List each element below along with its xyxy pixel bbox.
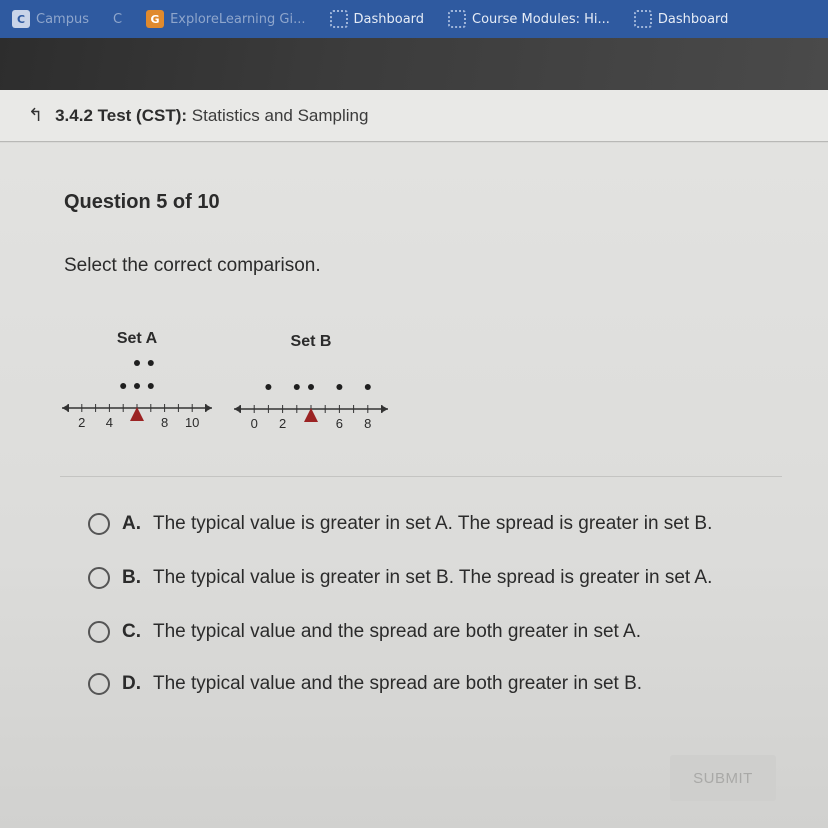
bookmark-label: Campus — [36, 11, 89, 27]
data-point — [308, 384, 314, 390]
option-c[interactable] — [88, 621, 641, 643]
bookmark-label: Course Modules: Hi... — [472, 11, 610, 27]
data-point — [148, 383, 154, 389]
tick-label: 0 — [250, 416, 258, 431]
option-b[interactable] — [88, 567, 712, 589]
ring-icon — [634, 10, 652, 28]
data-point — [294, 384, 300, 390]
option-text: The typical value is greater in set B. The spread is greater in set A. — [153, 567, 713, 588]
ring-icon — [448, 10, 466, 28]
data-point — [134, 360, 140, 366]
bookmark-label: Dashboard — [353, 11, 425, 27]
tick-label: 2 — [78, 415, 86, 430]
radio-button-a[interactable] — [88, 513, 110, 535]
radio-button-b[interactable] — [88, 567, 110, 589]
radio-button-d[interactable] — [88, 673, 110, 695]
data-point — [265, 384, 271, 390]
option-text: The typical value is greater in set A. The spread is greater in set B. — [153, 513, 713, 534]
option-text: The typical value and the spread are both greater in set A. — [153, 621, 641, 642]
option-letter: A. — [122, 513, 141, 534]
balance-point-marker — [130, 407, 144, 421]
option-a[interactable] — [88, 513, 712, 535]
question-prompt: Select the correct comparison. — [64, 255, 321, 276]
tick-label: 8 — [160, 415, 169, 430]
option-d[interactable] — [88, 673, 642, 695]
tick-label: 10 — [184, 415, 200, 430]
tick-label: 8 — [364, 416, 372, 431]
test-title — [55, 106, 368, 126]
test-subject: Statistics and Sampling — [191, 105, 369, 125]
tick-label: 2 — [278, 416, 287, 431]
option-text: The typical value and the spread are both greater in set B. — [153, 673, 643, 694]
dot-plots — [0, 143, 828, 473]
bookmark-course-modules[interactable] — [436, 10, 622, 28]
data-point — [148, 360, 154, 366]
submit-button[interactable]: SUBMIT — [670, 755, 776, 801]
option-letter: D. — [122, 673, 141, 694]
ring-icon — [330, 10, 348, 28]
divider — [60, 476, 782, 477]
tick-label: 6 — [335, 416, 344, 431]
test-header — [0, 90, 828, 142]
bookmark-dashboard-2[interactable] — [622, 10, 741, 28]
tick-label: 4 — [105, 415, 114, 430]
test-code: 3.4.2 Test (CST): — [55, 105, 188, 125]
question-panel — [0, 143, 828, 828]
question-number: Question 5 of 10 — [64, 191, 220, 213]
c-logo-icon: C — [12, 10, 30, 28]
bookmark-c[interactable] — [101, 12, 134, 27]
option-letter: B. — [122, 567, 141, 588]
data-point — [365, 384, 371, 390]
radio-button-c[interactable] — [88, 621, 110, 643]
bookmark-campus[interactable] — [0, 10, 101, 28]
balance-point-marker — [304, 408, 318, 422]
page-top-band — [0, 38, 828, 90]
bookmark-dashboard-1[interactable] — [318, 10, 437, 28]
back-arrow-icon[interactable]: ↰ — [28, 105, 44, 125]
data-point — [120, 383, 126, 389]
option-letter: C. — [122, 621, 141, 642]
bookmark-label: ExploreLearning Gi... — [170, 11, 306, 27]
bookmark-label: Dashboard — [657, 11, 729, 27]
data-point — [134, 383, 140, 389]
bookmark-explorelearning[interactable] — [134, 10, 317, 28]
g-logo-icon: G — [146, 10, 164, 28]
bookmarks-bar — [0, 0, 828, 38]
plot-title: Set A — [116, 330, 158, 347]
plot-title: Set B — [290, 333, 332, 350]
data-point — [336, 384, 342, 390]
bookmark-label: C — [112, 11, 123, 27]
